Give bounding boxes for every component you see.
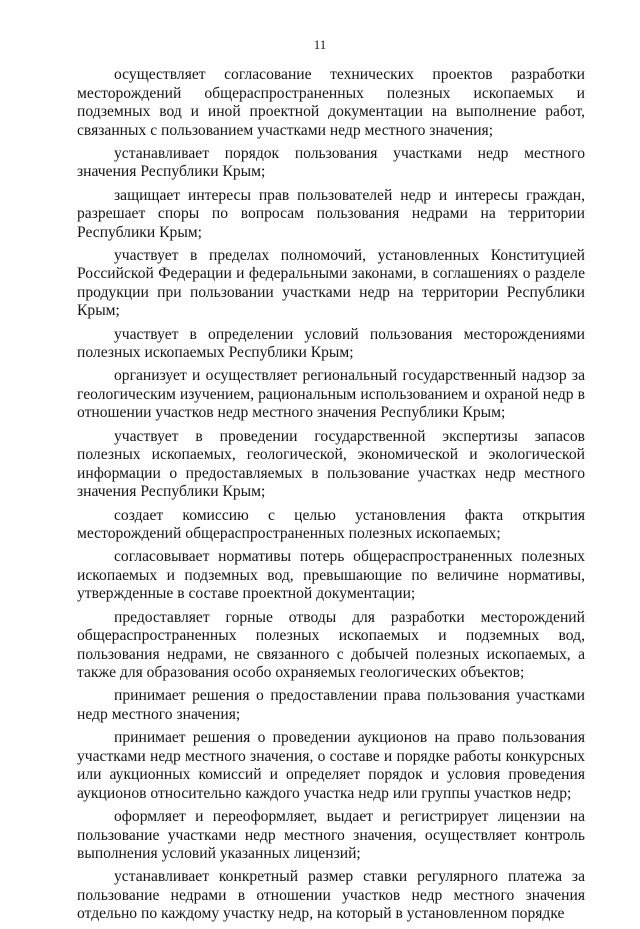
paragraph: участвует в определении условий пользования месторождениями полезных ископаемых Республики Крым; (77, 325, 585, 362)
paragraph: предоставляет горные отводы для разработки месторождений общераспространенных полезных ископаемых и подземных вод, пользования недрами, не связанного с добычей полезных ископаемых, а также для образования особо охраняемых геологических объектов; (77, 608, 585, 682)
paragraph: осуществляет согласование технических проектов разработки месторождений общераспространенных полезных ископаемых и подземных вод и иной проектной документации на выполнение работ, связанных с пользованием участками недр местного значения; (77, 66, 585, 139)
page-number: 11 (313, 37, 327, 52)
paragraph: оформляет и переоформляет, выдает и регистрирует лицензии на пользование участками недр местного значения, осуществляет контроль выполнения условий указанных лицензий; (77, 808, 585, 863)
document-body (77, 66, 585, 929)
paragraph: устанавливает конкретный размер ставки регулярного платежа за пользование недрами в отношении участков недр местного значения отдельно по каждому участку недр, на который в установленном порядке (77, 868, 585, 923)
paragraph: принимает решения о предоставлении права пользования участками недр местного значения; (77, 687, 585, 723)
paragraph: принимает решения о проведении аукционов на право пользования участками недр местного значения, о составе и порядке работы конкурсных или аукционных комиссий и определяет порядок и условия проведения аукционов относительно каждого участка недр или группы участков недр; (77, 729, 585, 802)
paragraph: защищает интересы прав пользователей недр и интересы граждан, разрешает споры по вопросам пользования недрами на территории Республики Крым; (77, 186, 585, 241)
paragraph: участвует в проведении государственной экспертизы запасов полезных ископаемых, геологической, экономической и экологической информации о предоставляемых в пользование участках недр местного значения Республики Крым; (77, 427, 585, 501)
paragraph: устанавливает порядок пользования участками недр местного значения Республики Крым; (77, 144, 585, 181)
paragraph: согласовывает нормативы потерь общераспространенных полезных ископаемых и подземных вод, превышающие по величине нормативы, утвержденные в составе проектной документации; (77, 548, 585, 603)
paragraph: участвует в пределах полномочий, установленных Конституцией Российской Федерации и федеральными законами, в соглашениях о разделе продукции при пользовании участками недр на территории Республики Крым; (77, 246, 585, 320)
paragraph: организует и осуществляет региональный государственный надзор за геологическим изучением, рациональным использованием и охраной недр в отношении участков недр местного значения Республики Крым; (77, 367, 585, 422)
paragraph: создает комиссию с целью установления факта открытия месторождений общераспространенных полезных ископаемых; (77, 506, 585, 543)
